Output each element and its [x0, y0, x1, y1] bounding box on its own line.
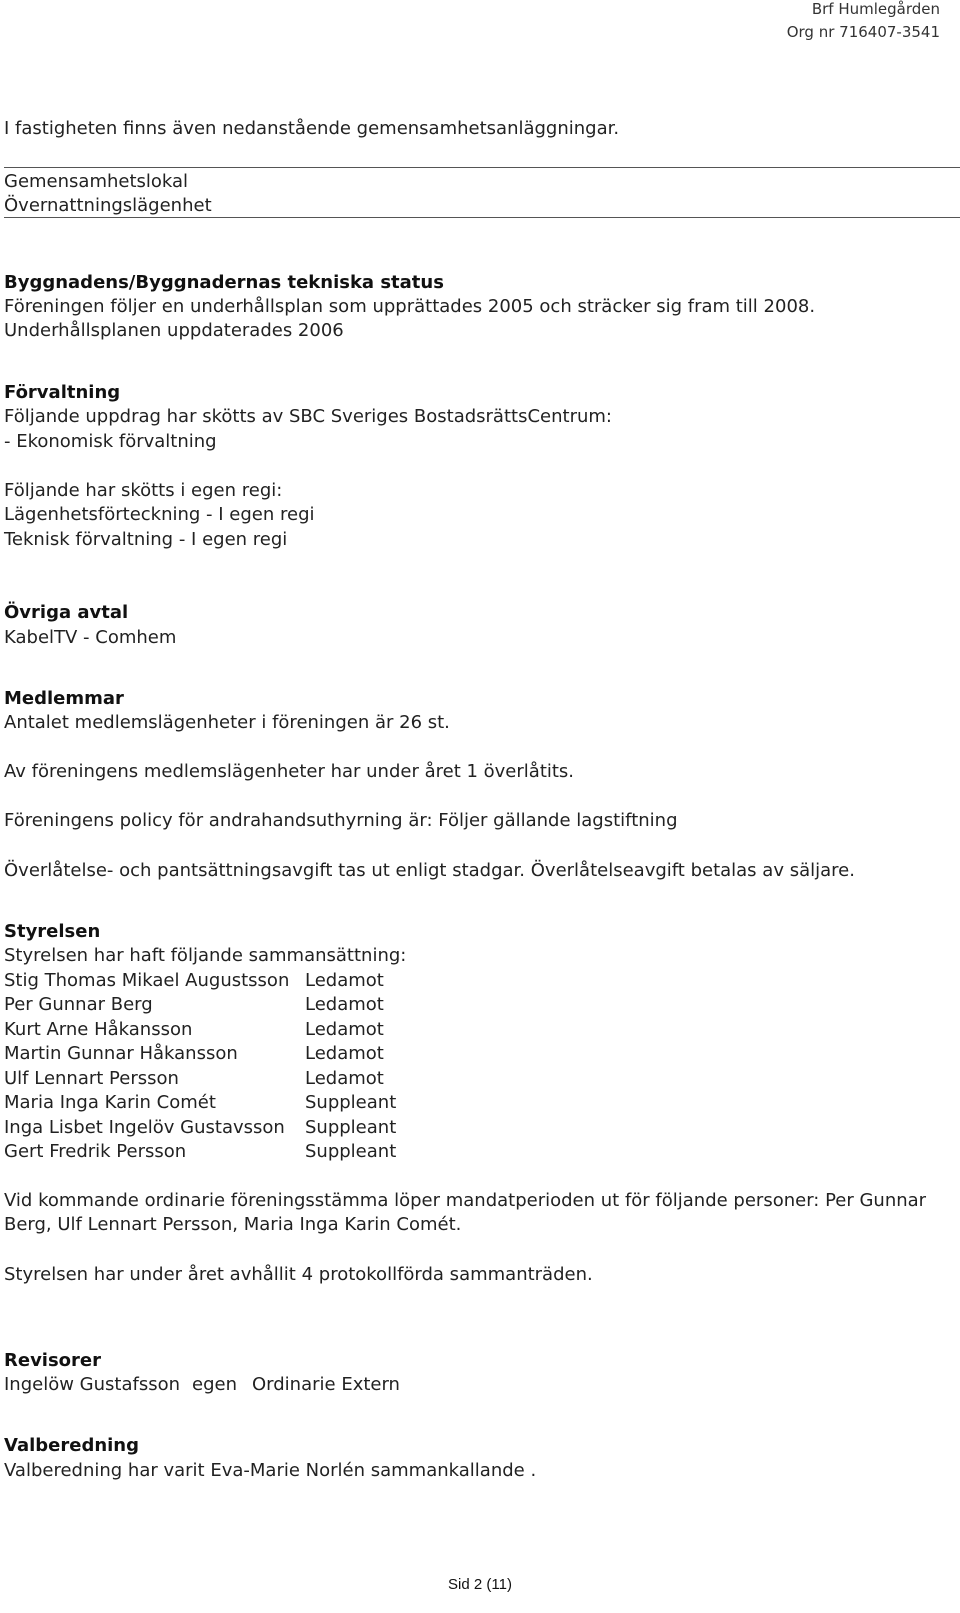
technical-status-line: Föreningen följer en underhållsplan som upprättades 2005 och sträcker sig fram till 2008. — [4, 296, 816, 317]
facility-item: Övernattningslägenhet — [4, 195, 212, 216]
board-member-role: Suppleant — [305, 1141, 397, 1162]
management-heading: Förvaltning — [4, 382, 121, 403]
own-management-line: Teknisk förvaltning - I egen regi — [4, 529, 288, 550]
nomination-heading: Valberedning — [4, 1435, 140, 1456]
other-agreements-text: KabelTV - Comhem — [4, 627, 177, 648]
board-member-role: Ledamot — [305, 1043, 384, 1064]
board-member-name: Stig Thomas Mikael Augustsson — [4, 970, 290, 991]
board-member-name: Per Gunnar Berg — [4, 994, 153, 1015]
management-line: Följande uppdrag har skötts av SBC Sveriges BostadsrättsCentrum: — [4, 406, 612, 427]
nomination-text: Valberedning har varit Eva-Marie Norlén sammankallande . — [4, 1460, 537, 1481]
board-member-name: Inga Lisbet Ingelöv Gustavsson — [4, 1117, 285, 1138]
board-meetings: Styrelsen har under året avhållit 4 protokollförda sammanträden. — [4, 1264, 593, 1285]
board-member-name: Kurt Arne Håkansson — [4, 1019, 193, 1040]
own-management-line: Följande har skötts i egen regi: — [4, 480, 283, 501]
board-member-name: Ulf Lennart Persson — [4, 1068, 179, 1089]
members-line: Föreningens policy för andrahandsuthyrning är: Följer gällande lagstiftning — [4, 810, 678, 831]
mandate-line: Berg, Ulf Lennart Persson, Maria Inga Karin Comét. — [4, 1214, 462, 1235]
members-line: Överlåtelse- och pantsättningsavgift tas ut enligt stadgar. Överlåtelseavgift betalas av säljare. — [4, 860, 855, 881]
board-member-role: Ledamot — [305, 1019, 384, 1040]
board-member-role: Suppleant — [305, 1117, 397, 1138]
other-agreements-heading: Övriga avtal — [4, 602, 129, 623]
table-bottom-rule — [4, 217, 960, 218]
board-heading: Styrelsen — [4, 921, 101, 942]
board-member-name: Maria Inga Karin Comét — [4, 1092, 216, 1113]
management-line: - Ekonomisk förvaltning — [4, 431, 217, 452]
facilities-intro: I fastigheten finns även nedanstående gemensamhetsanläggningar. — [4, 118, 620, 139]
organization-number: Org nr 716407-3541 — [786, 23, 940, 41]
board-intro: Styrelsen har haft följande sammansättning: — [4, 945, 407, 966]
board-member-role: Ledamot — [305, 994, 384, 1015]
board-member-role: Ledamot — [305, 970, 384, 991]
technical-status-heading: Byggnadens/Byggnadernas tekniska status — [4, 272, 444, 293]
auditor-name: Ingelöw Gustafsson — [4, 1374, 181, 1395]
auditors-heading: Revisorer — [4, 1350, 102, 1371]
own-management-line: Lägenhetsförteckning - I egen regi — [4, 504, 315, 525]
board-member-role: Suppleant — [305, 1092, 397, 1113]
technical-status-line: Underhållsplanen uppdaterades 2006 — [4, 320, 344, 341]
members-heading: Medlemmar — [4, 688, 124, 709]
page-number: Sid 2 (11) — [448, 1576, 512, 1593]
table-top-rule — [4, 167, 960, 168]
members-line: Antalet medlemslägenheter i föreningen är 26 st. — [4, 712, 450, 733]
board-member-role: Ledamot — [305, 1068, 384, 1089]
auditor-type: egen — [192, 1374, 237, 1395]
members-line: Av föreningens medlemslägenheter har under året 1 överlåtits. — [4, 761, 575, 782]
board-member-name: Gert Fredrik Persson — [4, 1141, 187, 1162]
organization-name: Brf Humlegården — [811, 0, 940, 18]
auditor-role: Ordinarie Extern — [252, 1374, 400, 1395]
mandate-line: Vid kommande ordinarie föreningsstämma löper mandatperioden ut för följande personer: Per Gunnar — [4, 1190, 927, 1211]
facility-item: Gemensamhetslokal — [4, 171, 189, 192]
board-member-name: Martin Gunnar Håkansson — [4, 1043, 238, 1064]
